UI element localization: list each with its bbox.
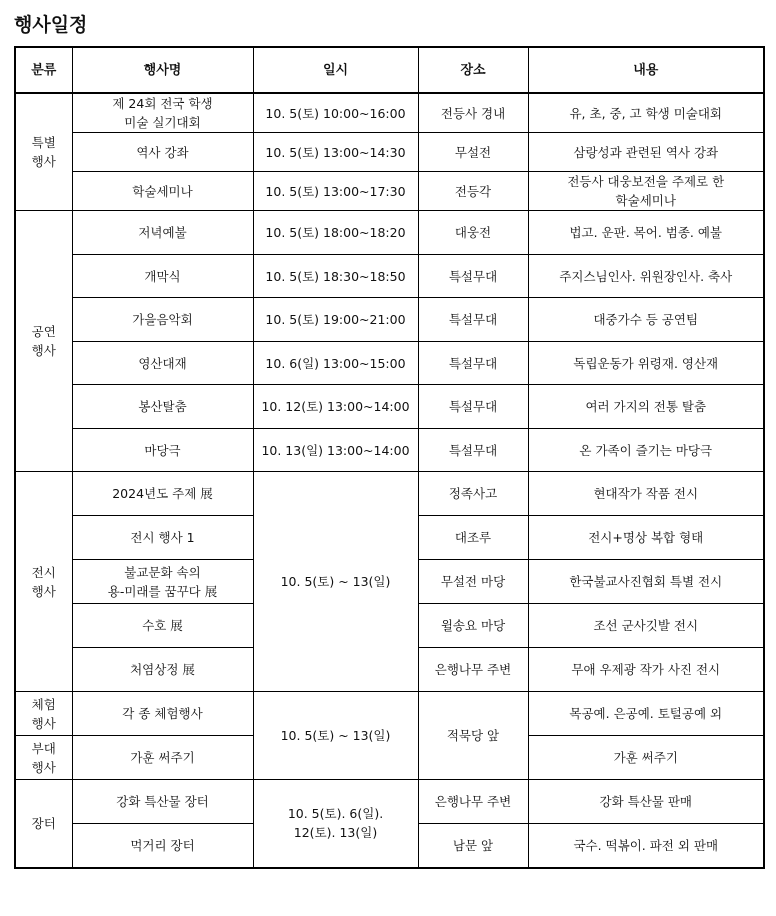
place-cell: 은행나무 주변 bbox=[418, 780, 528, 824]
event-name-cell: 불교문화 속의 용-미래를 꿈꾸다 展 bbox=[72, 560, 253, 604]
event-name-cell: 가훈 써주기 bbox=[72, 736, 253, 780]
table-row bbox=[15, 692, 764, 736]
content-cell: 목공예. 은공예. 토털공예 외 bbox=[528, 692, 764, 736]
event-name-cell: 개막식 bbox=[72, 255, 253, 298]
datetime-cell: 10. 5(토) 18:00~18:20 bbox=[253, 211, 418, 255]
content-cell: 조선 군사깃발 전시 bbox=[528, 604, 764, 648]
table-row bbox=[15, 133, 764, 172]
content-cell: 현대작가 작품 전시 bbox=[528, 472, 764, 516]
event-name-cell: 저녁예불 bbox=[72, 211, 253, 255]
content-cell: 한국불교사진협회 특별 전시 bbox=[528, 560, 764, 604]
header-row bbox=[15, 47, 764, 93]
category-cell: 장터 bbox=[15, 780, 72, 868]
datetime-cell: 10. 5(토) 10:00~16:00 bbox=[253, 93, 418, 133]
datetime-cell: 10. 5(토) ~ 13(일) bbox=[253, 692, 418, 780]
datetime-cell: 10. 5(토) 19:00~21:00 bbox=[253, 298, 418, 342]
event-name-cell: 봉산탈춤 bbox=[72, 385, 253, 429]
table-row bbox=[15, 172, 764, 211]
datetime-cell: 10. 12(토) 13:00~14:00 bbox=[253, 385, 418, 429]
place-cell: 특설무대 bbox=[418, 298, 528, 342]
event-name-cell: 먹거리 장터 bbox=[72, 824, 253, 868]
table-row bbox=[15, 429, 764, 472]
content-cell: 대중가수 등 공연팀 bbox=[528, 298, 764, 342]
table-row bbox=[15, 385, 764, 429]
table-row bbox=[15, 255, 764, 298]
datetime-cell: 10. 5(토) 13:00~17:30 bbox=[253, 172, 418, 211]
event-name-cell: 가을음악회 bbox=[72, 298, 253, 342]
header-content: 내용 bbox=[528, 47, 764, 93]
header-category: 분류 bbox=[15, 47, 72, 93]
place-cell: 전등각 bbox=[418, 172, 528, 211]
content-cell: 주지스님인사. 위원장인사. 축사 bbox=[528, 255, 764, 298]
table-row bbox=[15, 780, 764, 824]
event-name-cell: 마당극 bbox=[72, 429, 253, 472]
content-cell: 유, 초, 중, 고 학생 미술대회 bbox=[528, 93, 764, 133]
datetime-cell: 10. 5(토). 6(일). 12(토). 13(일) bbox=[253, 780, 418, 868]
content-cell: 국수. 떡볶이. 파전 외 판매 bbox=[528, 824, 764, 868]
content-cell: 전시+명상 복합 형태 bbox=[528, 516, 764, 560]
place-cell: 남문 앞 bbox=[418, 824, 528, 868]
place-cell: 무설전 bbox=[418, 133, 528, 172]
content-cell: 독립운동가 위령재. 영산재 bbox=[528, 342, 764, 385]
category-cell: 공연 행사 bbox=[15, 211, 72, 472]
place-cell: 특설무대 bbox=[418, 429, 528, 472]
place-cell: 윌송요 마당 bbox=[418, 604, 528, 648]
header-event-name: 행사명 bbox=[72, 47, 253, 93]
place-cell: 대조루 bbox=[418, 516, 528, 560]
place-cell: 은행나무 주변 bbox=[418, 648, 528, 692]
category-cell: 체험 행사 bbox=[15, 692, 72, 736]
datetime-cell: 10. 5(토) 18:30~18:50 bbox=[253, 255, 418, 298]
place-cell: 대웅전 bbox=[418, 211, 528, 255]
table-row bbox=[15, 342, 764, 385]
category-cell: 특별 행사 bbox=[15, 93, 72, 211]
event-name-cell: 각 종 체험행사 bbox=[72, 692, 253, 736]
table-row bbox=[15, 472, 764, 516]
event-name-cell: 학술세미나 bbox=[72, 172, 253, 211]
header-place: 장소 bbox=[418, 47, 528, 93]
content-cell: 여러 가지의 전통 탈춤 bbox=[528, 385, 764, 429]
page-title: 행사일정 bbox=[14, 14, 88, 36]
content-cell: 법고. 운판. 목어. 범종. 예불 bbox=[528, 211, 764, 255]
place-cell: 적묵당 앞 bbox=[418, 692, 528, 780]
table-row bbox=[15, 93, 764, 133]
event-name-cell: 제 24회 전국 학생 미술 실기대회 bbox=[72, 93, 253, 133]
datetime-cell: 10. 13(일) 13:00~14:00 bbox=[253, 429, 418, 472]
place-cell: 특설무대 bbox=[418, 342, 528, 385]
event-name-cell: 역사 강좌 bbox=[72, 133, 253, 172]
event-name-cell: 영산대재 bbox=[72, 342, 253, 385]
place-cell: 특설무대 bbox=[418, 255, 528, 298]
category-cell: 전시 행사 bbox=[15, 472, 72, 692]
content-cell: 전등사 대웅보전을 주제로 한 학술세미나 bbox=[528, 172, 764, 211]
content-cell: 무애 우제광 작가 사진 전시 bbox=[528, 648, 764, 692]
event-name-cell: 2024년도 주제 展 bbox=[72, 472, 253, 516]
place-cell: 무설전 마당 bbox=[418, 560, 528, 604]
table-row bbox=[15, 211, 764, 255]
event-name-cell: 강화 특산물 장터 bbox=[72, 780, 253, 824]
event-name-cell: 전시 행사 1 bbox=[72, 516, 253, 560]
event-name-cell: 처염상정 展 bbox=[72, 648, 253, 692]
event-schedule-table bbox=[14, 46, 765, 869]
datetime-cell: 10. 5(토) 13:00~14:30 bbox=[253, 133, 418, 172]
place-cell: 특설무대 bbox=[418, 385, 528, 429]
content-cell: 삼랑성과 관련된 역사 강좌 bbox=[528, 133, 764, 172]
place-cell: 전등사 경내 bbox=[418, 93, 528, 133]
datetime-cell: 10. 6(일) 13:00~15:00 bbox=[253, 342, 418, 385]
datetime-cell: 10. 5(토) ~ 13(일) bbox=[253, 472, 418, 692]
content-cell: 온 가족이 즐기는 마당극 bbox=[528, 429, 764, 472]
content-cell: 가훈 써주기 bbox=[528, 736, 764, 780]
table-row bbox=[15, 298, 764, 342]
place-cell: 정족사고 bbox=[418, 472, 528, 516]
content-cell: 강화 특산물 판매 bbox=[528, 780, 764, 824]
header-datetime: 일시 bbox=[253, 47, 418, 93]
event-name-cell: 수호 展 bbox=[72, 604, 253, 648]
category-cell: 부대 행사 bbox=[15, 736, 72, 780]
